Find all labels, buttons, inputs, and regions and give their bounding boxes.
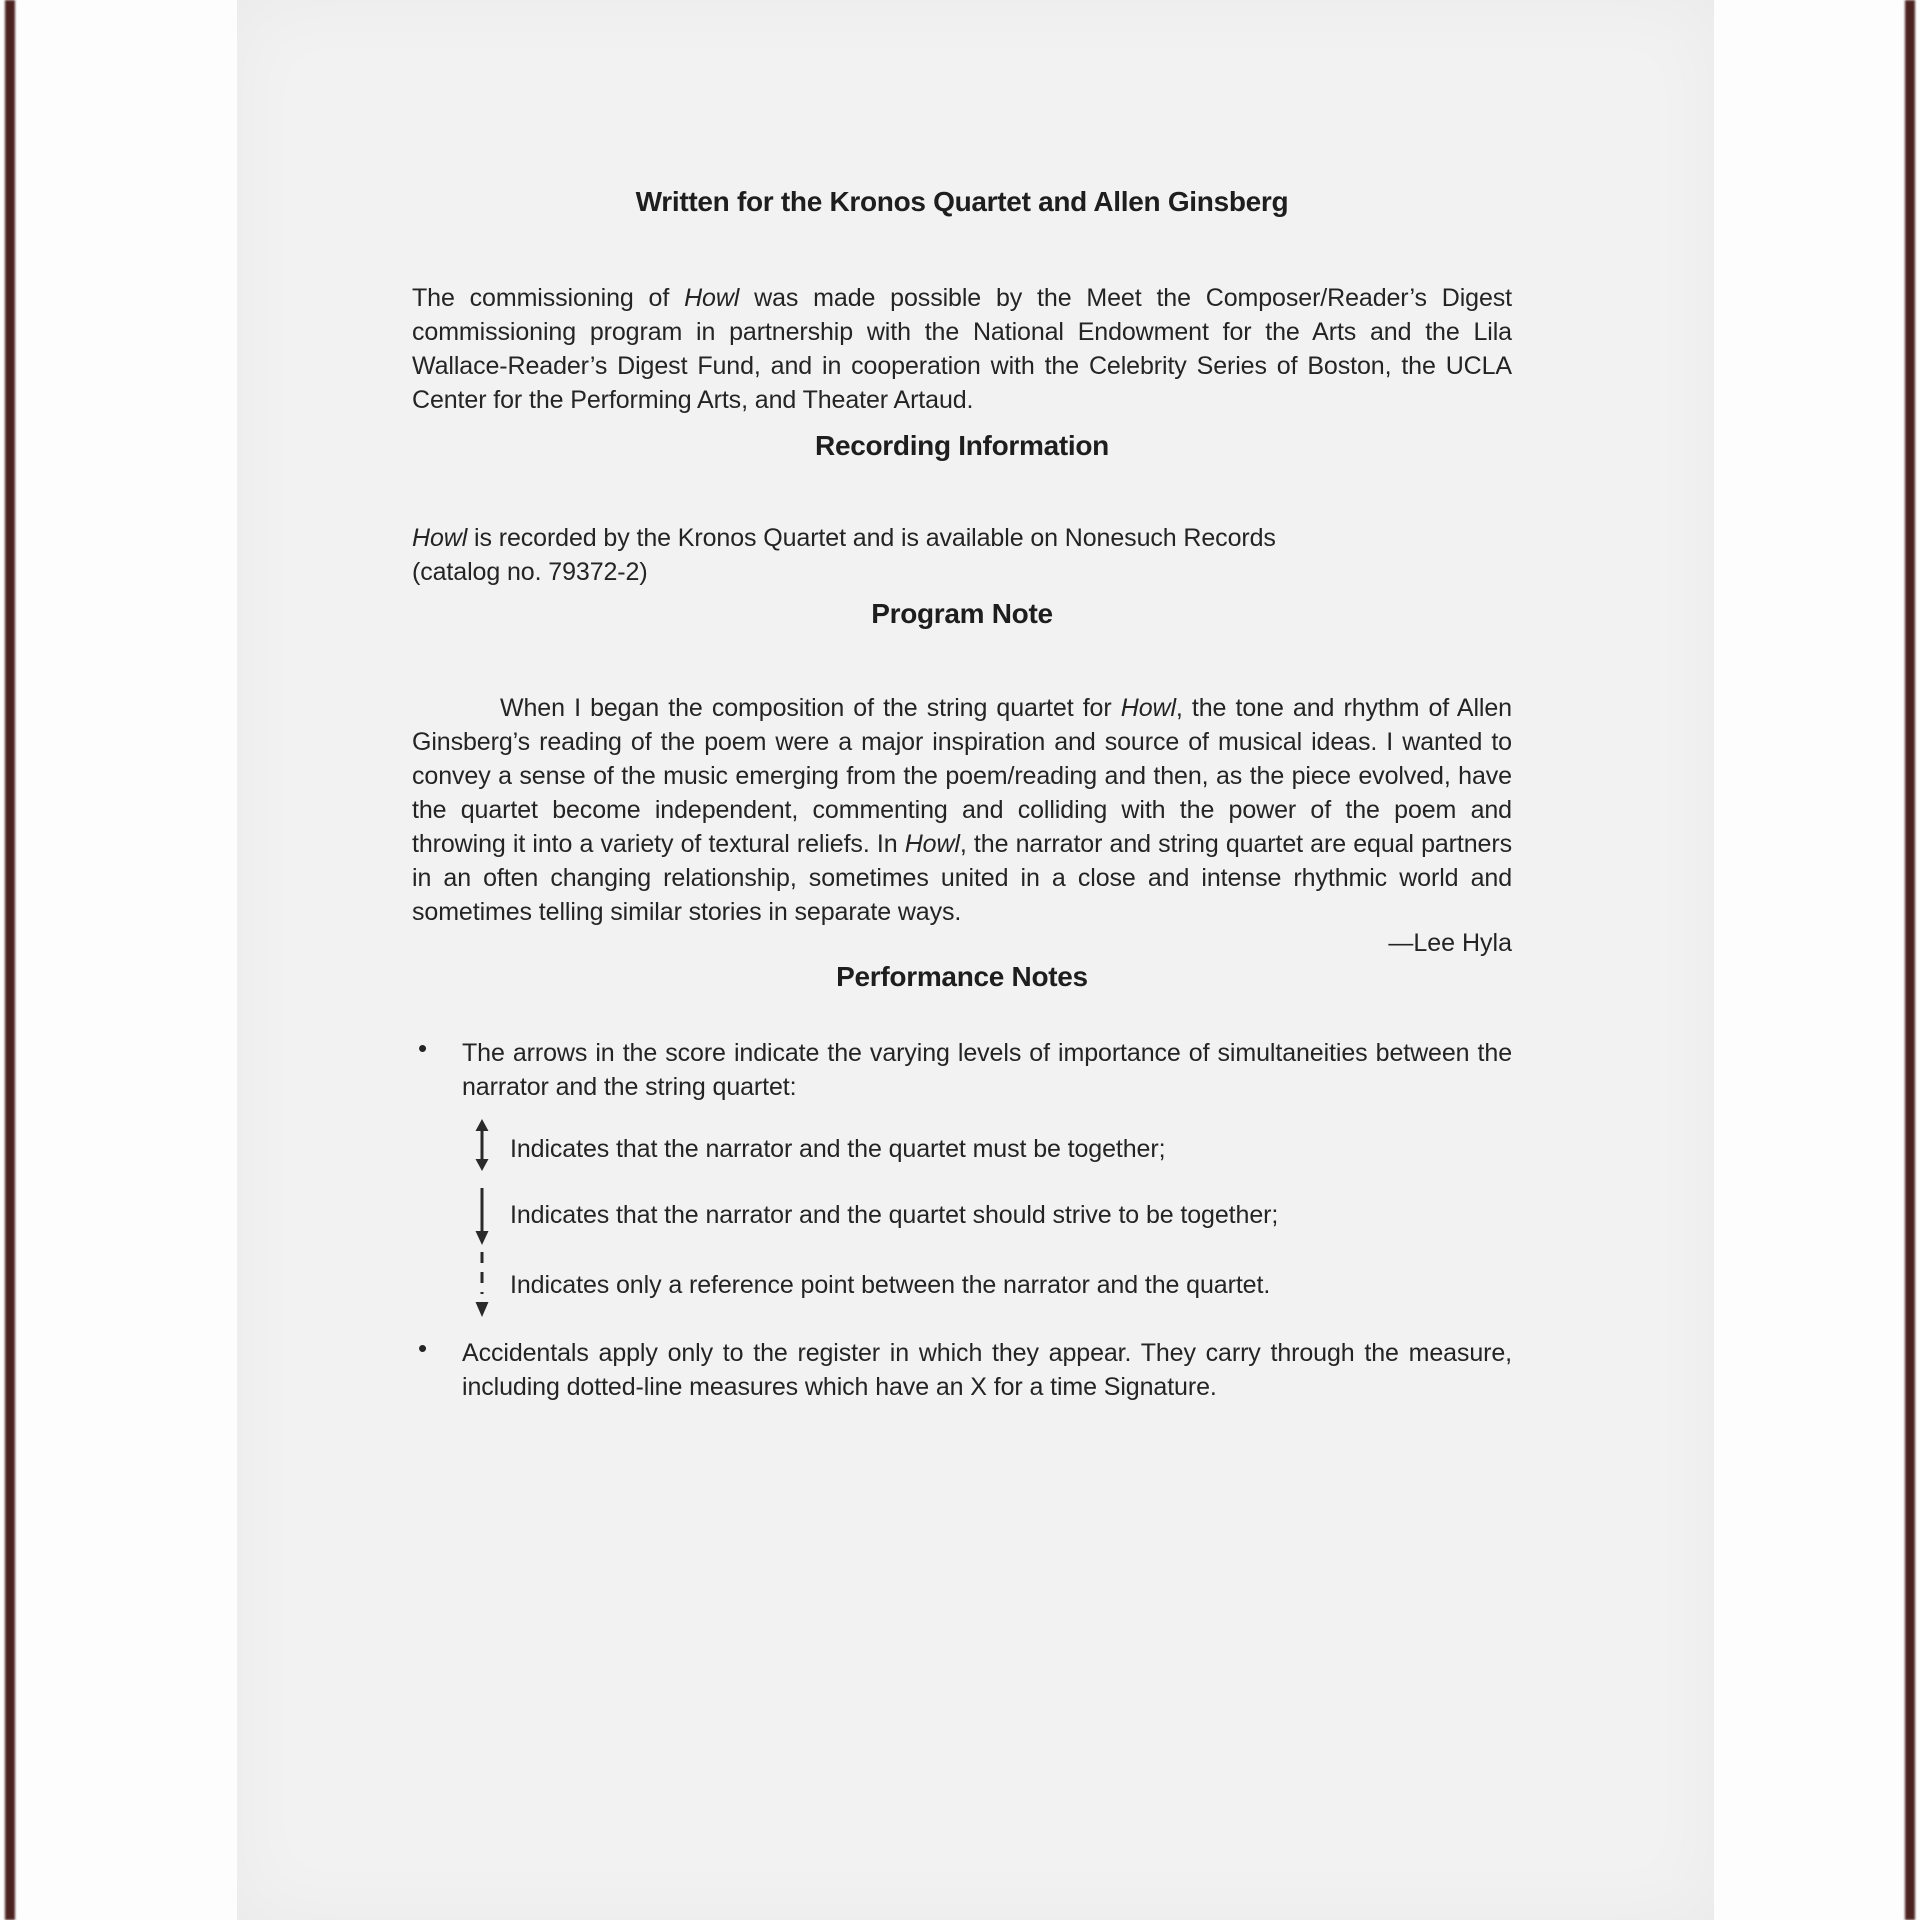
scan-edge-strip-right xyxy=(1905,0,1915,1920)
dedication-text: The commissioning of xyxy=(412,284,685,312)
recording-paragraph xyxy=(412,521,1512,589)
dedication-heading: Written for the Kronos Quartet and Allen Ginsberg xyxy=(635,186,1289,217)
performance-notes-heading: Performance Notes xyxy=(836,961,1088,992)
program-note-heading: Program Note xyxy=(871,598,1053,629)
catalog-number: (catalog no. 79372-2) xyxy=(412,558,648,586)
down-arrow-icon xyxy=(470,1186,494,1246)
arrow-legend-text: Indicates only a reference point between the narrator and the quartet. xyxy=(510,1271,1271,1299)
double-vertical-arrow-icon xyxy=(470,1118,494,1172)
program-note-text: When I began the composition of the string quartet for xyxy=(500,694,1121,722)
performance-bullet-accidentals xyxy=(412,1333,1512,1404)
program-note-text-continued: , the tone and rhythm of Allen Ginsberg’s reading of the poem were a major inspiration and source of musical ideas. I wanted to convey a sense of the music emerging from the poem/reading and then, as the piece evolved, have the quartet become independent, commenting and colliding with the power of the poem and throwing it into a variety of textural reliefs. In xyxy=(412,694,1512,858)
performance-bullet-arrows xyxy=(412,1033,1512,1104)
arrow-legend-text: Indicates that the narrator and the quartet must be together; xyxy=(510,1135,1166,1163)
recording-heading: Recording Information xyxy=(815,430,1109,461)
bullet-text: Accidentals apply only to the register in which they appear. They carry through the measure, including dotted-line measures which have an X for a time Signature. xyxy=(462,1339,1512,1401)
dashed-down-arrow-icon xyxy=(470,1250,494,1318)
arrow-legend-text: Indicates that the narrator and the quartet should strive to be together; xyxy=(510,1201,1279,1229)
bullet-icon: • xyxy=(418,1333,428,1363)
dedication-paragraph xyxy=(412,281,1512,417)
recording-text: is recorded by the Kronos Quartet and is available on Nonesuch Records xyxy=(467,524,1276,552)
bullet-icon: • xyxy=(418,1033,428,1063)
author-attribution: —Lee Hyla xyxy=(1388,929,1512,957)
program-note-text-end: , the narrator and string quartet are equal partners in an often changing relationship, sometimes united in a close and intense rhythmic world and sometimes telling similar stories in separate ways. xyxy=(412,830,1512,926)
dedication-text-continued: was made possible by the Meet the Composer/Reader’s Digest commissioning program in partnership with the National Endowment for the Arts and the Lila Wallace-Reader’s Digest Fund, and in cooperation with the Celebrity Series of Boston, the UCLA Center for the Performing Arts, and Theater Artaud. xyxy=(412,284,1512,414)
work-title-italic: Howl xyxy=(904,830,960,858)
work-title-italic: Howl xyxy=(684,284,740,312)
work-title-italic: Howl xyxy=(1120,694,1176,722)
scan-edge-strip-left xyxy=(5,0,15,1920)
bullet-text: The arrows in the score indicate the varying levels of importance of simultaneities between the narrator and the string quartet: xyxy=(462,1039,1512,1101)
work-title-italic: Howl xyxy=(412,524,468,552)
scanned-document-page xyxy=(237,0,1714,1920)
program-note-paragraph xyxy=(412,691,1512,929)
page-content xyxy=(412,0,1512,1920)
